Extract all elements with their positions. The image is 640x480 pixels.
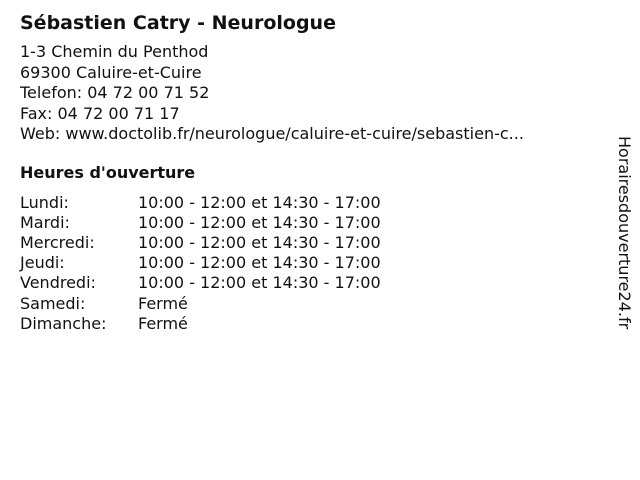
hours-day: Dimanche: [20, 313, 107, 333]
hours-row [20, 233, 381, 253]
address-city: 69300 Caluire-et-Cuire [20, 62, 202, 82]
hours-time: 10:00 - 12:00 et 14:30 - 17:00 [138, 192, 381, 212]
hours-row [20, 213, 381, 233]
brand-side-link[interactable]: Horairesdouverture24.fr [615, 136, 634, 330]
hours-table [20, 193, 381, 334]
hours-row [20, 253, 381, 273]
business-card [20, 10, 600, 334]
hours-heading: Heures d'ouverture [20, 162, 196, 182]
phone-row [20, 83, 600, 104]
hours-time: 10:00 - 12:00 et 14:30 - 17:00 [138, 273, 381, 293]
hours-row [20, 314, 381, 334]
hours-row [20, 193, 381, 213]
hours-day: Mardi: [20, 212, 70, 232]
phone-label: Telefon: [20, 83, 83, 102]
hours-day: Samedi: [20, 293, 86, 313]
address-street: 1-3 Chemin du Penthod [20, 42, 209, 61]
hours-time: Fermé [138, 293, 188, 313]
phone-number[interactable]: 04 72 00 71 52 [87, 83, 210, 102]
business-title: Sébastien Catry - Neurologue [20, 12, 336, 34]
fax-row [20, 104, 600, 125]
fax-label: Fax: [20, 103, 53, 123]
hours-row [20, 273, 381, 293]
hours-time: 10:00 - 12:00 et 14:30 - 17:00 [138, 212, 381, 232]
hours-day: Jeudi: [20, 253, 65, 273]
web-link[interactable]: www.doctolib.fr/neurologue/caluire-et-cuire/sebastien-c... [65, 124, 524, 143]
web-label: Web: [20, 124, 61, 143]
hours-day: Vendredi: [20, 273, 96, 293]
hours-time: 10:00 - 12:00 et 14:30 - 17:00 [138, 232, 381, 252]
hours-day: Mercredi: [20, 232, 95, 252]
fax-number: 04 72 00 71 17 [57, 103, 180, 123]
hours-time: Fermé [138, 313, 188, 333]
hours-day: Lundi: [20, 192, 69, 212]
web-row [20, 124, 600, 145]
hours-row [20, 294, 381, 314]
hours-time: 10:00 - 12:00 et 14:30 - 17:00 [138, 253, 381, 273]
